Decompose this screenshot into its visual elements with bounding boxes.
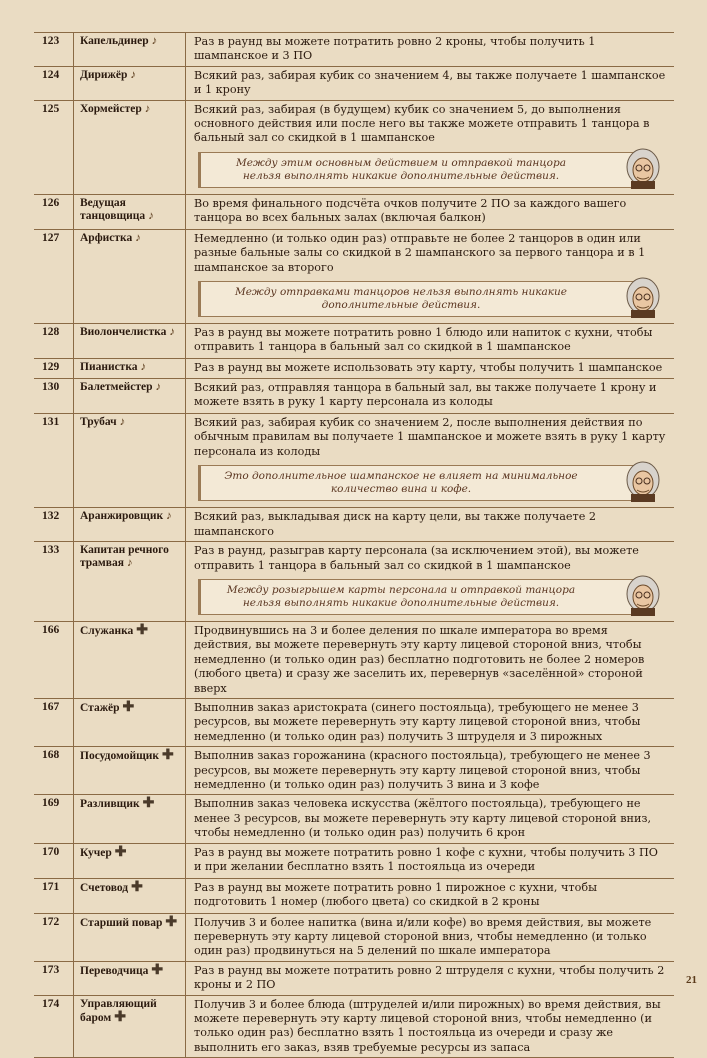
table-row <box>34 101 674 195</box>
card-description-cell <box>186 67 674 100</box>
card-description: Немедленно (и только один раз) отправьте не более 2 танцоров в один или разные бальные залы со скидкой в 2 шампанского за первого танцора и в 1 шампанское за второго <box>194 231 646 274</box>
plus-icon: ✚ <box>151 962 164 978</box>
table-row <box>34 33 674 67</box>
music-note-icon: ♪ <box>126 557 133 570</box>
table-row <box>34 844 674 879</box>
clarification-note <box>198 152 634 188</box>
note-text: Между отправками танцоров нельзя выполнять никакие дополнительные действия. <box>234 286 568 312</box>
table-row <box>34 962 674 996</box>
card-name-cell <box>74 101 186 194</box>
card-number: 128 <box>34 324 74 358</box>
card-number: 168 <box>34 747 74 794</box>
note-text: Между этим основным действием и отправкой танцора нельзя выполнять никакие дополнительные действия. <box>236 156 566 182</box>
table-row <box>34 508 674 542</box>
card-description: Получив 3 и более напитка (вина и/или кофе) во время действия, вы можете перевернуть эту карту лицевой стороной вниз, чтобы немедленно (и только один раз) продвинуться на 5 делений по шкале императора <box>194 915 652 958</box>
card-number: 123 <box>34 33 74 66</box>
card-number: 172 <box>34 914 74 961</box>
card-description-cell <box>186 359 674 378</box>
music-note-icon: ♪ <box>144 102 151 115</box>
clarification-note <box>198 579 634 615</box>
table-row <box>34 914 674 962</box>
table-row <box>34 699 674 747</box>
card-name-cell <box>74 996 186 1058</box>
card-name-cell <box>74 879 186 913</box>
plus-icon: ✚ <box>114 1009 126 1025</box>
table-row <box>34 747 674 795</box>
card-description: Раз в раунд вы можете использовать эту карту, чтобы получить 1 шампанское <box>194 361 663 375</box>
card-description-cell <box>186 414 674 507</box>
card-name: Арфистка <box>80 231 133 244</box>
card-description-cell <box>186 195 674 229</box>
card-description: Всякий раз, выкладывая диск на карту цели, вы также получаете 2 шампанского <box>194 510 597 538</box>
page-number: 21 <box>686 974 697 986</box>
card-description-cell <box>186 33 674 66</box>
table-row <box>34 542 674 622</box>
card-name-cell <box>74 622 186 698</box>
table-row <box>34 195 674 230</box>
card-description: Продвинувшись на 3 и более деления по шкале императора во время действия, вы можете перевернуть эту карту лицевой стороной вниз, чтобы немедленно (и только один раз) бесплатно подготовить не более 2 номеров (любого цвета) и сразу же заселить их, перевернув «заселённой» стороной вверх <box>194 623 645 695</box>
card-number: 167 <box>34 699 74 746</box>
card-number: 169 <box>34 795 74 842</box>
table-row <box>34 324 674 359</box>
table-row <box>34 67 674 101</box>
card-name-cell <box>74 508 186 541</box>
card-name: Посудомойщик <box>80 750 160 763</box>
plus-icon: ✚ <box>131 879 143 895</box>
card-name-cell <box>74 414 186 507</box>
card-name: Переводчица <box>80 964 149 977</box>
card-number: 131 <box>34 414 74 507</box>
music-note-icon: ♪ <box>140 361 147 374</box>
card-description-cell <box>186 324 674 358</box>
card-name: Пианистка <box>80 361 138 374</box>
card-description: Во время финального подсчёта очков получите 2 ПО за каждого вашего танцора во всех бальных залах (включая балкон) <box>194 196 627 225</box>
card-name-cell <box>74 230 186 323</box>
table-row <box>34 379 674 414</box>
card-description: Получив 3 и более блюда (штруделей и/или пирожных) во время действия, вы можете перевернуть эту карту лицевой стороной вниз, чтобы немедленно (и только один раз) бесплатно взять 1 постояльца из очереди и сразу же выполнить его заказ, взяв требуемые ресурсы из запаса <box>194 997 661 1054</box>
card-name: Служанка <box>80 624 134 637</box>
card-description-cell <box>186 508 674 541</box>
plus-icon: ✚ <box>142 796 155 812</box>
card-description: Раз в раунд вы можете потратить ровно 1 блюдо или напиток с кухни, чтобы отправить 1 танцора в бальный зал со скидкой в 1 шампанское <box>194 326 653 354</box>
music-note-icon: ♪ <box>169 326 176 339</box>
card-description-cell <box>186 795 674 842</box>
card-name-cell <box>74 195 186 229</box>
card-name: Балетмейстер <box>80 381 153 394</box>
card-description-cell <box>186 879 674 913</box>
card-name: Хормейстер <box>80 102 142 115</box>
card-description: Выполнив заказ горожанина (красного постояльца), требующего не менее 3 ресурсов, вы можете перевернуть эту карту лицевой стороной вниз, чтобы немедленно (и только один раз) получить 3 вина и 3 кофе <box>194 749 651 791</box>
plus-icon: ✚ <box>136 622 149 638</box>
clarification-note <box>198 465 634 501</box>
card-name-cell <box>74 67 186 100</box>
music-note-icon: ♪ <box>166 510 172 523</box>
card-name: Разливщик <box>80 798 140 811</box>
card-number: 130 <box>34 379 74 413</box>
music-note-icon: ♪ <box>155 381 162 394</box>
card-description: Раз в раунд вы можете потратить ровно 2 штруделя с кухни, чтобы получить 2 кроны и 2 ПО <box>194 963 665 992</box>
card-description-cell <box>186 230 674 323</box>
card-description: Выполнив заказ человека искусства (жёлтого постояльца), требующего не менее 3 ресурсов, вы можете перевернуть эту карту лицевой стороной вниз, чтобы немедленно (и только один раз) получить 6 крон <box>194 797 652 840</box>
old-man-portrait-icon <box>623 458 663 502</box>
card-description-cell <box>186 101 674 194</box>
old-man-portrait-icon <box>623 572 663 616</box>
card-name-cell <box>74 324 186 358</box>
clarification-note <box>198 281 634 317</box>
table-row <box>34 414 674 508</box>
table-row <box>34 879 674 914</box>
card-name-cell <box>74 33 186 66</box>
card-name: Дирижёр <box>80 68 128 81</box>
card-number: 174 <box>34 996 74 1058</box>
card-name-cell <box>74 379 186 413</box>
card-name-cell <box>74 542 186 621</box>
plus-icon: ✚ <box>165 914 178 930</box>
card-description: Всякий раз, забирая (в будущем) кубик со значением 5, до выполнения основного действия или после него вы также можете отправить 1 танцора в бальный зал со скидкой в 1 шампанское <box>194 102 650 145</box>
card-number: 124 <box>34 67 74 100</box>
card-name-cell <box>74 699 186 746</box>
card-name-cell <box>74 747 186 794</box>
card-description-cell <box>186 622 674 698</box>
card-description-cell <box>186 914 674 961</box>
card-description: Всякий раз, забирая кубик со значением 4, вы также получаете 1 шампанское и 1 крону <box>194 68 666 97</box>
card-description: Раз в раунд вы можете потратить ровно 1 пирожное с кухни, чтобы подготовить 1 номер (любого цвета) со скидкой в 2 кроны <box>194 880 597 908</box>
old-man-portrait-icon <box>623 145 663 189</box>
music-note-icon: ♪ <box>151 35 158 47</box>
card-name-cell <box>74 962 186 995</box>
card-name-cell <box>74 795 186 842</box>
table-row <box>34 230 674 324</box>
card-name-cell <box>74 844 186 878</box>
card-name-cell <box>74 359 186 378</box>
staff-card-table <box>34 32 674 1058</box>
card-description-cell <box>186 699 674 746</box>
card-number: 126 <box>34 195 74 229</box>
card-description-cell <box>186 747 674 794</box>
table-row <box>34 996 674 1058</box>
music-note-icon: ♪ <box>148 209 154 222</box>
plus-icon: ✚ <box>122 699 135 715</box>
card-description-cell <box>186 844 674 878</box>
card-number: 129 <box>34 359 74 378</box>
table-row <box>34 795 674 843</box>
card-name: Кучер <box>80 846 112 859</box>
card-description-cell <box>186 379 674 413</box>
card-name: Аранжировщик <box>80 510 164 523</box>
card-name: Трубач <box>80 416 117 429</box>
card-description-cell <box>186 962 674 995</box>
card-name-cell <box>74 914 186 961</box>
card-description-cell <box>186 996 674 1058</box>
card-name: Виолончелистка <box>80 326 167 339</box>
music-note-icon: ♪ <box>119 416 126 429</box>
card-number: 127 <box>34 230 74 323</box>
music-note-icon: ♪ <box>130 68 137 81</box>
card-number: 166 <box>34 622 74 698</box>
old-man-portrait-icon <box>623 274 663 318</box>
card-name: Счетовод <box>80 881 129 894</box>
table-row <box>34 622 674 699</box>
card-name: Ведущая танцовщица <box>80 196 146 222</box>
card-number: 125 <box>34 101 74 194</box>
note-text: Между розыгрышем карты персонала и отправкой танцора нельзя выполнять никакие дополнительные действия. <box>226 583 576 609</box>
card-description-cell <box>186 542 674 621</box>
card-number: 133 <box>34 542 74 621</box>
card-description: Выполнив заказ аристократа (синего постояльца), требующего не менее 3 ресурсов, вы можете перевернуть эту карту лицевой стороной вниз, чтобы немедленно (и только один раз) получить 3 штруделя и 3 пирожных <box>194 700 641 743</box>
card-number: 173 <box>34 962 74 995</box>
card-name: Капельдинер <box>80 35 149 47</box>
music-note-icon: ♪ <box>135 231 141 244</box>
card-name: Старший повар <box>80 916 163 929</box>
card-description: Раз в раунд, разыграв карту персонала (за исключением этой), вы можете отправить 1 танцора в бальный зал со скидкой в 1 шампанское <box>194 544 639 572</box>
card-description: Раз в раунд вы можете потратить ровно 1 кофе с кухни, чтобы получить 3 ПО и при желании бесплатно взять 1 постояльца из очереди <box>194 845 658 873</box>
note-text: Это дополнительное шампанское не влияет на минимальное количество вина и кофе. <box>224 470 578 496</box>
card-number: 171 <box>34 879 74 913</box>
card-number: 132 <box>34 508 74 541</box>
table-row <box>34 359 674 379</box>
card-number: 170 <box>34 844 74 878</box>
card-name: Управляющий баром <box>80 997 157 1024</box>
plus-icon: ✚ <box>114 844 127 860</box>
card-description: Раз в раунд вы можете потратить ровно 2 кроны, чтобы получить 1 шампанское и 3 ПО <box>194 35 596 63</box>
card-description: Всякий раз, отправляя танцора в бальный зал, вы также получаете 1 крону и можете взять в руку 1 карту персонала из колоды <box>194 381 657 409</box>
card-name: Стажёр <box>80 701 120 714</box>
card-name: Капитан речного трамвая <box>80 544 169 570</box>
card-description: Всякий раз, забирая кубик со значением 2, после выполнения действия по обычным правилам вы получаете 1 шампанское и можете взять в руку 1 карту персонала из колоды <box>194 416 666 458</box>
plus-icon: ✚ <box>162 748 174 764</box>
